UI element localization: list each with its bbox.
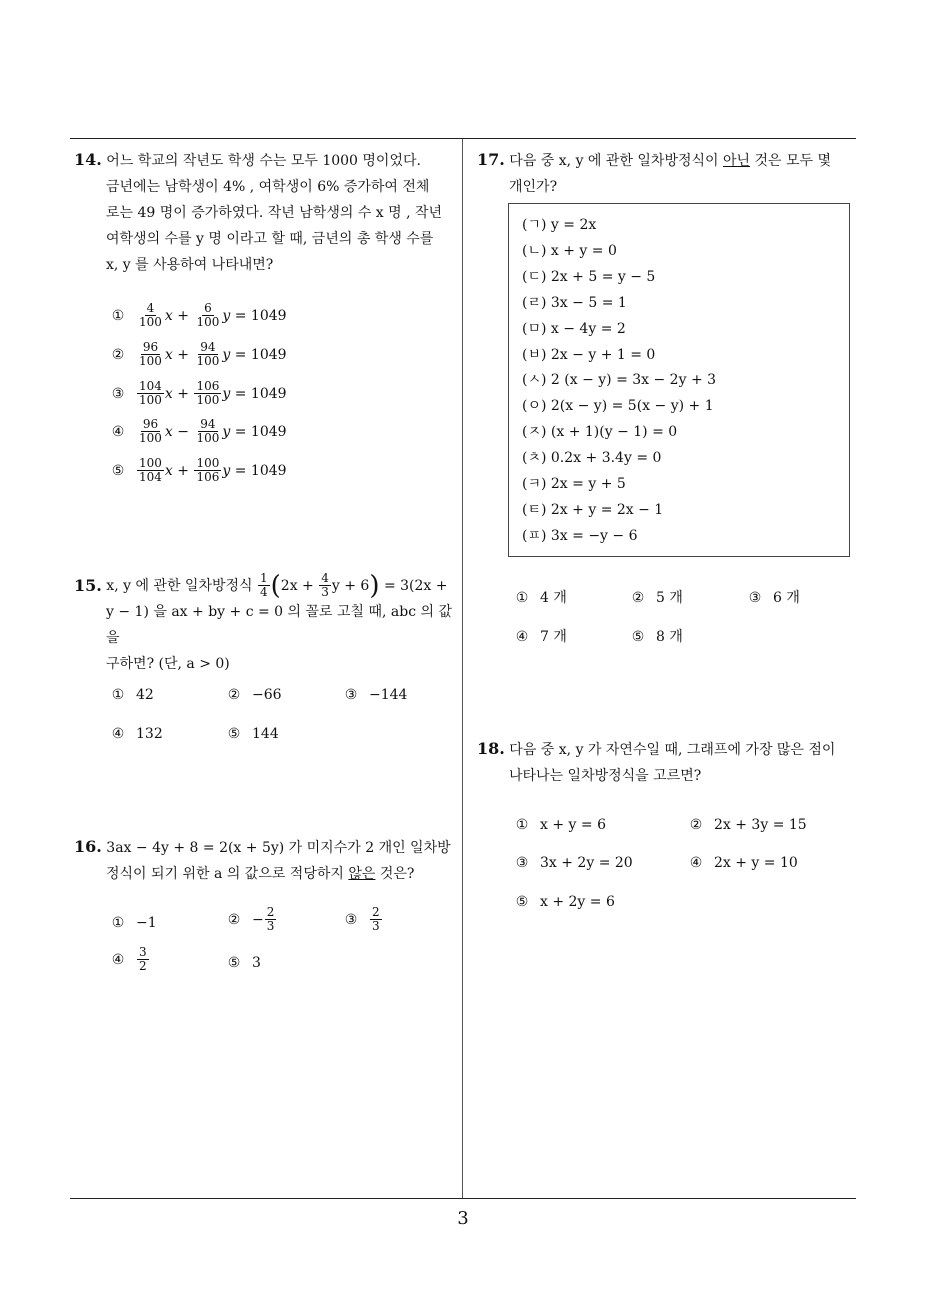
choice-1[interactable]: ① −1: [111, 915, 157, 931]
choice-1[interactable]: ① 42: [111, 687, 154, 703]
question-14: [74, 147, 458, 278]
question-18: [477, 736, 861, 789]
equation-item: (ㅅ) 2 (x − y) = 3x − 2y + 3: [522, 372, 717, 389]
choice-4[interactable]: ④ 7 개: [515, 629, 567, 645]
equation-item: (ㄹ) 3x − 5 = 1: [522, 294, 627, 311]
question-text-line: 어느 학교의 작년도 학생 수는 모두 1000 명이었다.: [106, 153, 421, 169]
equation-item: (ㅂ) 2x − y + 1 = 0: [522, 346, 656, 363]
choice-5[interactable]: ⑤ 3: [227, 955, 261, 971]
choice-3[interactable]: ③ 6 개: [748, 590, 800, 606]
expression: = 3(2x +: [383, 577, 448, 594]
question-text-line: 구하면? (단, a > 0): [106, 656, 230, 672]
choice-4[interactable]: ④ $\frac{3}{2}$: [111, 945, 147, 973]
question-text-line: 금년에는 남학생이 4% , 여학생이 6% 증가하여 전체: [106, 179, 430, 195]
question-text-line: y − 1) 을 ax + by + c = 0 의 꼴로 고칠 때, abc 의 값을: [106, 604, 453, 646]
choice-5[interactable]: ⑤ 8 개: [631, 629, 683, 645]
choice-5[interactable]: ⑤ x + 2y = 6: [515, 894, 615, 910]
page-number: 3: [457, 1208, 469, 1229]
question-number: 17.: [477, 150, 505, 169]
choice-4[interactable]: ④ 2x + y = 10: [689, 855, 798, 871]
expression: 2x +: [280, 577, 314, 594]
equation-item: (ㅋ) 2x = y + 5: [522, 476, 626, 492]
question-text-line: 다음 중 x, y 가 자연수일 때, 그래프에 가장 많은 점이: [509, 742, 836, 758]
choice-2[interactable]: ② $\frac{96}{100}$ x + $\frac{94}{100}$ y = 1049: [111, 340, 287, 368]
question-text-line: 나타나는 일차방정식을 고르면?: [509, 768, 702, 784]
equation-item: (ㅈ) (x + 1)(y − 1) = 0: [522, 424, 678, 441]
equation-item: (ㅍ) 3x = −y − 6: [522, 527, 638, 544]
choice-1[interactable]: ① $\frac{4}{100}$ x + $\frac{6}{100}$ y = 1049: [111, 301, 287, 329]
choice-5[interactable]: ⑤ 144: [227, 726, 279, 742]
choice-2[interactable]: ② −66: [227, 687, 282, 703]
question-number: 18.: [477, 739, 505, 758]
choice-3[interactable]: ③ −144: [344, 687, 408, 703]
equation-item: (ㅊ) 0.2x + 3.4y = 0: [522, 450, 662, 467]
top-rule: [70, 138, 856, 139]
fraction: $\frac{4}{3}$: [321, 571, 329, 599]
question-number: 16.: [74, 837, 102, 856]
question-text-line: x, y 를 사용하여 나타내면?: [106, 257, 274, 273]
question-17: 17. 다음 중 x, y 에 관한 일차방정식이 아닌 것은 모두 몇 개인가?: [477, 147, 861, 200]
equation-item: (ㄱ) y = 2x: [522, 217, 597, 233]
choice-4[interactable]: ④ $\frac{96}{100}$ x − $\frac{94}{100}$ y = 1049: [111, 417, 287, 445]
question-text-line: 로는 49 명이 증가하였다. 작년 남학생의 수 x 명 , 작년: [106, 205, 443, 221]
choice-2[interactable]: ② − $\frac{2}{3}$: [227, 905, 275, 933]
question-number: 14.: [74, 150, 102, 169]
question-16: [74, 834, 458, 887]
fraction: $\frac{1}{4}$: [260, 571, 268, 599]
question-text-line: 정식이 되기 위한 a 의 값으로 적당하지 않은 것은?: [106, 866, 415, 882]
choice-1[interactable]: ① x + y = 6: [515, 817, 606, 833]
equation-item: (ㅇ) 2(x − y) = 5(x − y) + 1: [522, 398, 714, 415]
question-text-line: x, y 에 관한 일차방정식: [106, 577, 253, 594]
equation-item: (ㅁ) x − 4y = 2: [522, 320, 626, 337]
equation-item: (ㅌ) 2x + y = 2x − 1: [522, 501, 664, 518]
question-15: 15. x, y 에 관한 일차방정식 $\frac{1}{4}$ ( 2x + $\frac{4}{3}$ y + 6 ) = 3(2x + y − 1) 을 ax + by + c = 0 의 꼴로 고칠 때, abc 의 값을 구하면? (단, a > 0): [74, 572, 458, 677]
question-text-line: 여학생의 수를 y 명 이라고 할 때, 금년의 총 학생 수를: [106, 231, 434, 247]
expression: y + 6: [331, 577, 370, 594]
column-divider: [462, 139, 463, 1199]
choice-5[interactable]: ⑤ $\frac{100}{104}$ x + $\frac{100}{106}$ y = 1049: [111, 456, 287, 484]
equation-item: (ㄷ) 2x + 5 = y − 5: [522, 268, 656, 285]
question-text-line: 개인가?: [509, 179, 558, 195]
choice-3[interactable]: ③ $\frac{2}{3}$: [344, 905, 380, 933]
choice-3[interactable]: ③ $\frac{104}{100}$ x + $\frac{106}{100}$ y = 1049: [111, 379, 287, 407]
choice-3[interactable]: ③ 3x + 2y = 20: [515, 855, 633, 871]
choice-1[interactable]: ① 4 개: [515, 590, 567, 606]
question-text-line: 3ax − 4y + 8 = 2(x + 5y) 가 미지수가 2 개인 일차방: [106, 840, 451, 856]
choice-2[interactable]: ② 5 개: [631, 590, 683, 606]
bottom-rule: [70, 1198, 856, 1199]
equation-item: (ㄴ) x + y = 0: [522, 242, 617, 259]
choice-2[interactable]: ② 2x + 3y = 15: [689, 817, 807, 833]
choice-4[interactable]: ④ 132: [111, 726, 163, 742]
question-number: 15.: [74, 575, 102, 595]
